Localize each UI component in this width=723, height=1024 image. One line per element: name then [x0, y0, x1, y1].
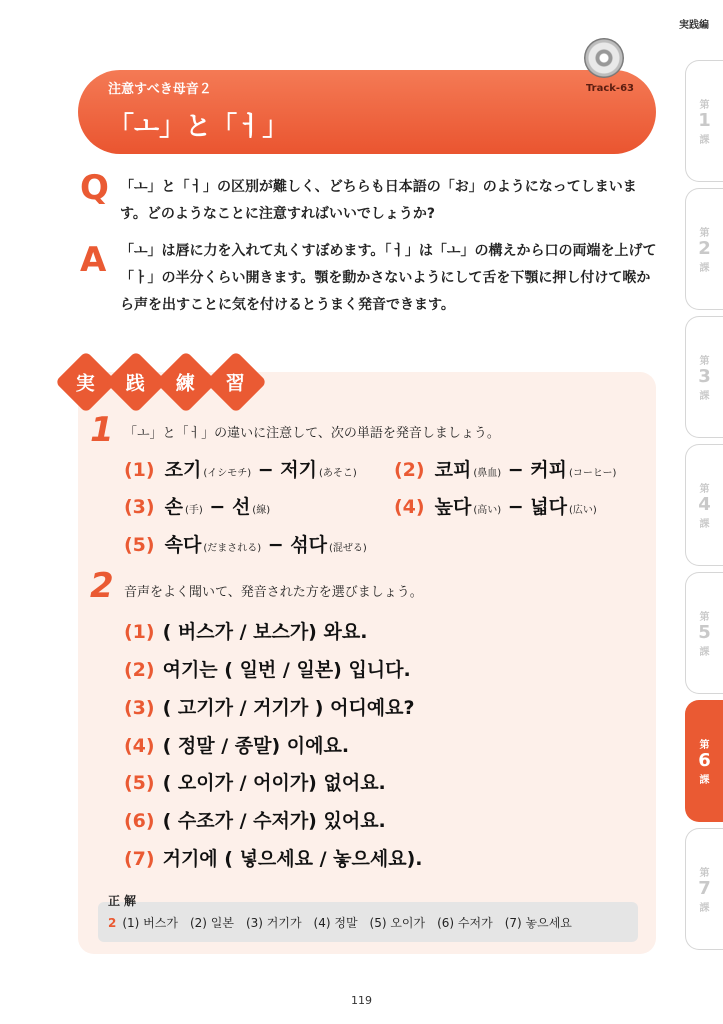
tab-number: 2 — [698, 238, 711, 259]
exercise-2-instruction: 音声をよく聞いて、発音された方を選びましょう。 — [124, 585, 423, 600]
word-2: 섞다 — [290, 534, 328, 556]
answer-icon: A — [80, 240, 107, 280]
section-label: 実践編 — [679, 20, 709, 31]
gloss-2: (コーヒー) — [569, 468, 617, 479]
word-1: 손 — [164, 496, 183, 518]
sentence-text: ( 정말 / 종말) 이에요. — [162, 735, 350, 757]
word-pair — [124, 455, 357, 482]
sentence-item[interactable] — [124, 693, 415, 720]
tab-suffix: 課 — [699, 647, 710, 658]
item-number: (6) — [124, 810, 155, 832]
practice-heading — [64, 360, 258, 404]
word-1: 조기 — [164, 459, 202, 481]
sentence-text: ( 버스가 / 보스가) 와요. — [162, 621, 368, 643]
gloss-2: (あそこ) — [319, 468, 357, 479]
answer-number: 2 — [108, 916, 117, 930]
sentence-text: ( 수조가 / 수저가) 있어요. — [162, 810, 386, 832]
tab-prefix: 第 — [699, 100, 710, 111]
dash: − — [257, 459, 274, 481]
exercise-1-instruction: 「ㅗ」と「ㅓ」の違いに注意して、次の単語を発音しましょう。 — [124, 426, 500, 441]
badge-char: 習 — [226, 372, 246, 395]
word-pair — [124, 492, 270, 519]
item-number: (5) — [124, 772, 155, 794]
tab-lesson-4[interactable] — [685, 444, 723, 566]
item-number: (4) — [394, 496, 425, 518]
tab-suffix: 課 — [699, 135, 710, 146]
tab-lesson-1[interactable] — [685, 60, 723, 182]
dash: − — [267, 534, 284, 556]
sentence-text: 거기에 ( 넣으세요 / 놓으세요). — [162, 848, 423, 870]
item-number: (1) — [124, 621, 155, 643]
item-number: (1) — [124, 459, 155, 481]
practice-badge — [205, 351, 267, 413]
item-number: (4) — [124, 735, 155, 757]
sentence-item[interactable] — [124, 617, 367, 644]
audio-disc-icon[interactable] — [584, 38, 624, 78]
tab-number: 6 — [698, 750, 711, 771]
item-number: (7) — [124, 848, 155, 870]
page-title: 「ㅗ」と「ㅓ」 — [108, 112, 289, 142]
tab-number: 4 — [698, 494, 711, 515]
item-number: (2) — [124, 659, 155, 681]
tab-number: 3 — [698, 366, 711, 387]
gloss-1: (イシモチ) — [203, 468, 252, 479]
tab-number: 7 — [698, 878, 711, 899]
badge-char: 践 — [126, 372, 146, 395]
tab-number: 1 — [698, 110, 711, 131]
word-pair — [394, 492, 597, 519]
exercise-1-number: 1 — [90, 410, 114, 450]
gloss-2: (広い) — [569, 505, 597, 516]
lesson-tabs — [683, 40, 723, 1010]
banner-subtitle: 注意すべき母音２ — [108, 82, 212, 97]
word-1: 코피 — [434, 459, 472, 481]
dash: − — [209, 496, 226, 518]
sentence-item[interactable] — [124, 768, 386, 795]
word-2: 선 — [231, 496, 251, 518]
tab-suffix: 課 — [699, 519, 710, 530]
tab-prefix: 第 — [699, 612, 710, 623]
gloss-1: (高い) — [473, 505, 502, 516]
title-banner — [78, 70, 656, 154]
tab-prefix: 第 — [699, 740, 710, 751]
tab-prefix: 第 — [699, 868, 710, 879]
answer-key — [108, 914, 572, 931]
answer-list: (1) 버스가 (2) 일본 (3) 거기가 (4) 정말 (5) 오이가 (6) 수저가 (7) 놓으세요 — [122, 916, 572, 930]
word-pair — [124, 530, 367, 557]
gloss-1: (鼻血) — [473, 468, 502, 479]
tab-lesson-7[interactable] — [685, 828, 723, 950]
tab-suffix: 課 — [699, 775, 710, 786]
sentence-item[interactable] — [124, 655, 411, 682]
gloss-2: (線) — [252, 505, 271, 516]
tab-suffix: 課 — [699, 391, 710, 402]
item-number: (2) — [394, 459, 425, 481]
word-1: 높다 — [434, 496, 472, 518]
sentence-text: 여기는 ( 일번 / 일본) 입니다. — [162, 659, 411, 681]
tab-prefix: 第 — [699, 356, 710, 367]
track-label: Track-63 — [585, 83, 634, 94]
badge-char: 練 — [176, 372, 196, 395]
sentence-item[interactable] — [124, 731, 349, 758]
exercise-2-number: 2 — [90, 566, 114, 606]
gloss-1: (手) — [184, 505, 203, 516]
gloss-2: (混ぜる) — [329, 543, 367, 554]
gloss-1: (だまされる) — [203, 543, 262, 554]
dash: − — [507, 459, 524, 481]
sentence-item[interactable] — [124, 806, 386, 833]
tab-lesson-5[interactable] — [685, 572, 723, 694]
word-1: 속다 — [164, 534, 202, 556]
word-2: 커피 — [530, 459, 568, 481]
tab-prefix: 第 — [699, 484, 710, 495]
tab-number: 5 — [698, 622, 711, 643]
tab-prefix: 第 — [699, 228, 710, 239]
badge-char: 実 — [76, 372, 96, 395]
page-number: 119 — [351, 994, 372, 1007]
tab-lesson-6[interactable] — [685, 700, 723, 822]
item-number: (3) — [124, 697, 155, 719]
item-number: (3) — [124, 496, 155, 518]
item-number: (5) — [124, 534, 155, 556]
tab-lesson-2[interactable] — [685, 188, 723, 310]
word-pair — [394, 455, 616, 482]
answer-title: 正解 — [108, 894, 141, 908]
answer-text: 「ㅗ」は唇に力を入れて丸くすぼめます。「ㅓ」は「ㅗ」の構えから口の両端を上げて「ㅏ」の半分くらい開きます。顎を動かさないようにして舌を下顎に押し付けて喉から声を出すことに気を付けるとうまく発音できます。 — [120, 243, 657, 313]
question-icon: Q — [80, 168, 109, 208]
word-2: 넓다 — [530, 496, 568, 518]
tab-suffix: 課 — [699, 903, 710, 914]
question-text: 「ㅗ」と「ㅓ」の区別が難しく、どちらも日本語の「お」のようになってしまいます。どのようなことに注意すればいいでしょうか? — [120, 179, 637, 222]
sentence-text: ( 오이가 / 어이가) 없어요. — [162, 772, 386, 794]
sentence-item[interactable] — [124, 844, 422, 871]
dash: − — [507, 496, 524, 518]
sentence-text: ( 고기가 / 거기가 ) 어디예요? — [162, 697, 415, 719]
word-2: 저기 — [280, 459, 318, 481]
tab-suffix: 課 — [699, 263, 710, 274]
tab-lesson-3[interactable] — [685, 316, 723, 438]
